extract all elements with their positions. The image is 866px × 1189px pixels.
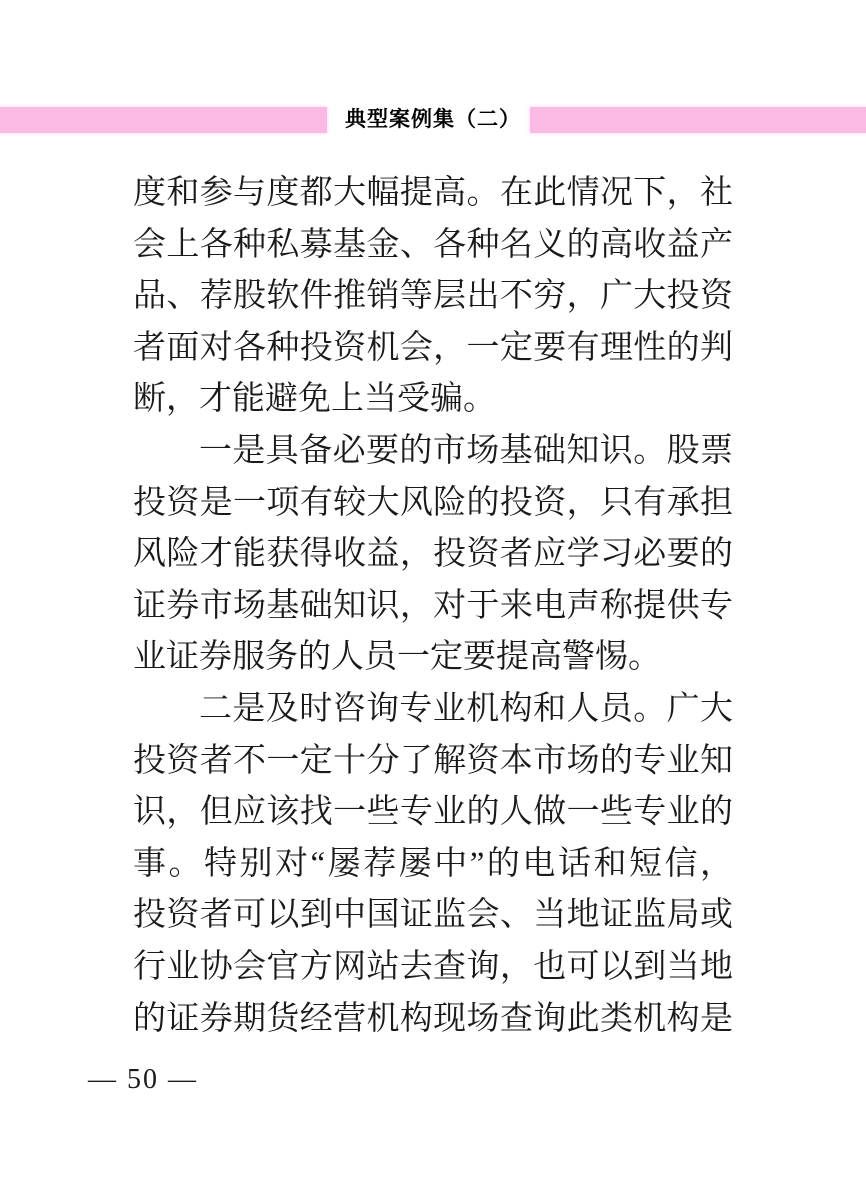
text-line: 者面对各种投资机会，一定要有理性的判	[133, 329, 733, 366]
text-line: 证券市场基础知识，对于来电声称提供专	[133, 587, 733, 624]
text-line: 的证券期货经营机构现场查询此类机构是	[133, 1000, 733, 1037]
running-header-title: 典型案例集（二）	[345, 108, 521, 131]
page-number: — 50 —	[88, 1064, 198, 1095]
text-line: 投资是一项有较大风险的投资，只有承担	[133, 484, 733, 521]
text-line: 二是及时咨询专业机构和人员。广大	[199, 690, 733, 727]
text-line: 品、荐股软件推销等层出不穷，广大投资	[133, 278, 733, 315]
text-line: 识，但应该找一些专业的人做一些专业的	[133, 794, 733, 831]
text-line: 投资者不一定十分了解资本市场的专业知	[133, 742, 733, 779]
body-text-block	[133, 168, 733, 1045]
text-line: 度和参与度都大幅提高。在此情况下，社	[133, 175, 733, 211]
text-line: 事。特别对“屡荐屡中”的电话和短信，	[133, 845, 733, 882]
text-line: 一是具备必要的市场基础知识。股票	[199, 432, 733, 469]
text-line: 断，才能避免上当受骗。	[133, 381, 496, 418]
text-line: 投资者可以到中国证监会、当地证监局或	[133, 897, 733, 934]
text-line: 风险才能获得收益，投资者应学习必要的	[133, 536, 733, 573]
text-line: 业证券服务的人员一定要提高警惕。	[133, 639, 661, 676]
text-line: 会上各种私募基金、各种名义的高收益产	[133, 226, 733, 263]
running-header	[0, 0, 866, 140]
text-line: 行业协会官方网站去查询，也可以到当地	[133, 948, 733, 985]
